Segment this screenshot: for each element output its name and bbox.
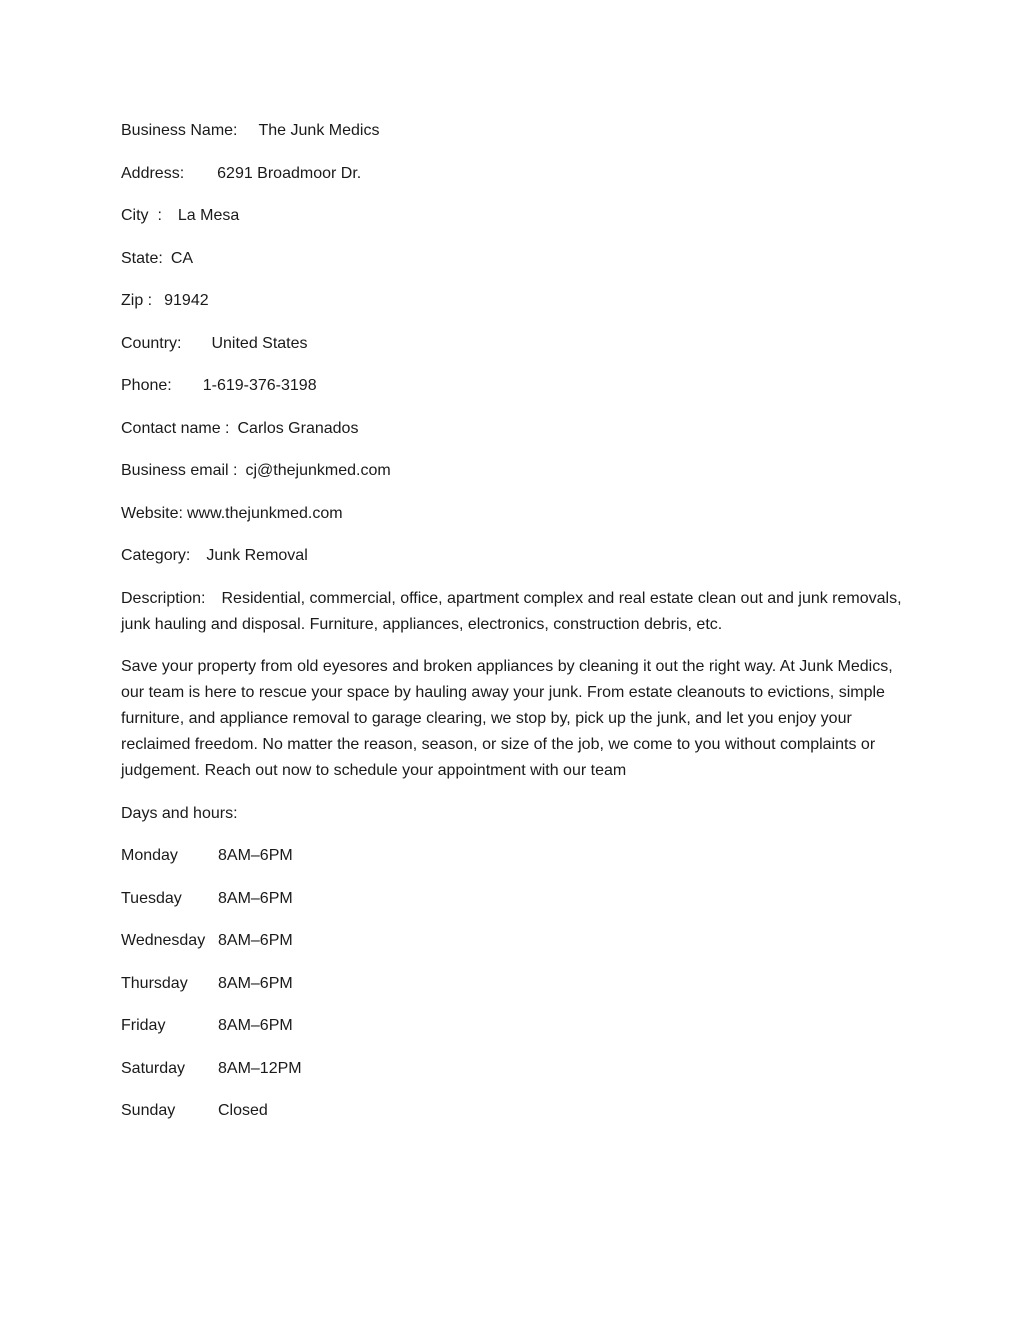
hours-day: Thursday xyxy=(121,974,188,992)
hours-day: Wednesday xyxy=(121,932,206,949)
email-label: Business email : xyxy=(121,462,238,479)
hours-row-sunday xyxy=(121,1098,911,1124)
city-line xyxy=(121,203,911,229)
country-label: Country: xyxy=(121,334,182,352)
state-value: CA xyxy=(170,249,194,267)
website-line xyxy=(121,501,911,527)
contact-line xyxy=(121,416,911,442)
address-value: 6291 Broadmoor Dr. xyxy=(217,164,362,182)
hours-row-friday xyxy=(121,1013,911,1039)
description-label: Description: xyxy=(121,589,206,607)
business-name-line xyxy=(121,118,911,144)
business-name-label: Business Name: xyxy=(121,122,238,139)
business-name-value: The Junk Medics xyxy=(258,122,380,139)
phone-label: Phone: xyxy=(121,377,172,394)
hours-row-wednesday xyxy=(121,928,911,954)
category-value: Junk Removal xyxy=(206,547,308,564)
state-label: State: xyxy=(121,249,163,267)
zip-label: Zip : xyxy=(121,292,153,309)
hours-time: 8AM–6PM xyxy=(218,1017,293,1034)
hours-list xyxy=(121,843,911,1124)
body-paragraph: Save your property from old eyesores and broken appliances by cleaning it out the right way. At Junk Medics, our team is here to rescue your space by hauling away your junk. From estate cleanouts to evictions, simple furniture, and appliance removal to garage clearing, we stop by, pick up the junk, and let you enjoy your reclaimed freedom. No matter the reason, season, or size of the job, we come to you without complaints or judgement. Reach out now to schedule your appointment with our team xyxy=(121,658,893,779)
country-line xyxy=(121,331,911,357)
hours-row-monday xyxy=(121,843,911,869)
phone-line xyxy=(121,373,911,399)
hours-row-tuesday xyxy=(121,886,911,912)
hours-time: 8AM–6PM xyxy=(218,889,293,907)
contact-value: Carlos Granados xyxy=(237,419,359,437)
hours-day: Friday xyxy=(121,1017,166,1034)
zip-value: 91942 xyxy=(164,292,209,309)
country-value: United States xyxy=(211,334,308,352)
city-label: City : xyxy=(121,207,162,224)
email-line xyxy=(121,458,911,484)
hours-day: Sunday xyxy=(121,1102,176,1119)
hours-time: 8AM–12PM xyxy=(218,1059,302,1077)
hours-day: Monday xyxy=(121,847,178,864)
address-label: Address: xyxy=(121,164,185,182)
address-line xyxy=(121,161,911,187)
email-value: cj@thejunkmed.com xyxy=(245,462,391,479)
hours-row-saturday xyxy=(121,1056,911,1082)
website-value: www.thejunkmed.com xyxy=(186,504,343,522)
description-value: Residential, commercial, office, apartment complex and real estate clean out and junk removals, junk hauling and disposal. Furniture, appliances, electronics, construction debris, etc. xyxy=(121,589,902,633)
state-line xyxy=(121,246,911,272)
hours-time: Closed xyxy=(218,1102,268,1119)
document-page xyxy=(121,118,911,1141)
category-label: Category: xyxy=(121,547,191,564)
hours-day: Tuesday xyxy=(121,889,182,907)
zip-line xyxy=(121,288,911,314)
hours-heading: Days and hours: xyxy=(121,804,238,822)
city-value: La Mesa xyxy=(177,207,240,224)
website-label: Website: xyxy=(121,504,183,522)
description-paragraph xyxy=(121,586,911,638)
category-line xyxy=(121,543,911,569)
hours-row-thursday xyxy=(121,971,911,997)
phone-value: 1-619-376-3198 xyxy=(202,377,317,394)
hours-time: 8AM–6PM xyxy=(218,847,293,864)
hours-time: 8AM–6PM xyxy=(218,974,293,992)
hours-day: Saturday xyxy=(121,1059,186,1077)
hours-time: 8AM–6PM xyxy=(218,932,293,949)
contact-label: Contact name : xyxy=(121,419,230,437)
